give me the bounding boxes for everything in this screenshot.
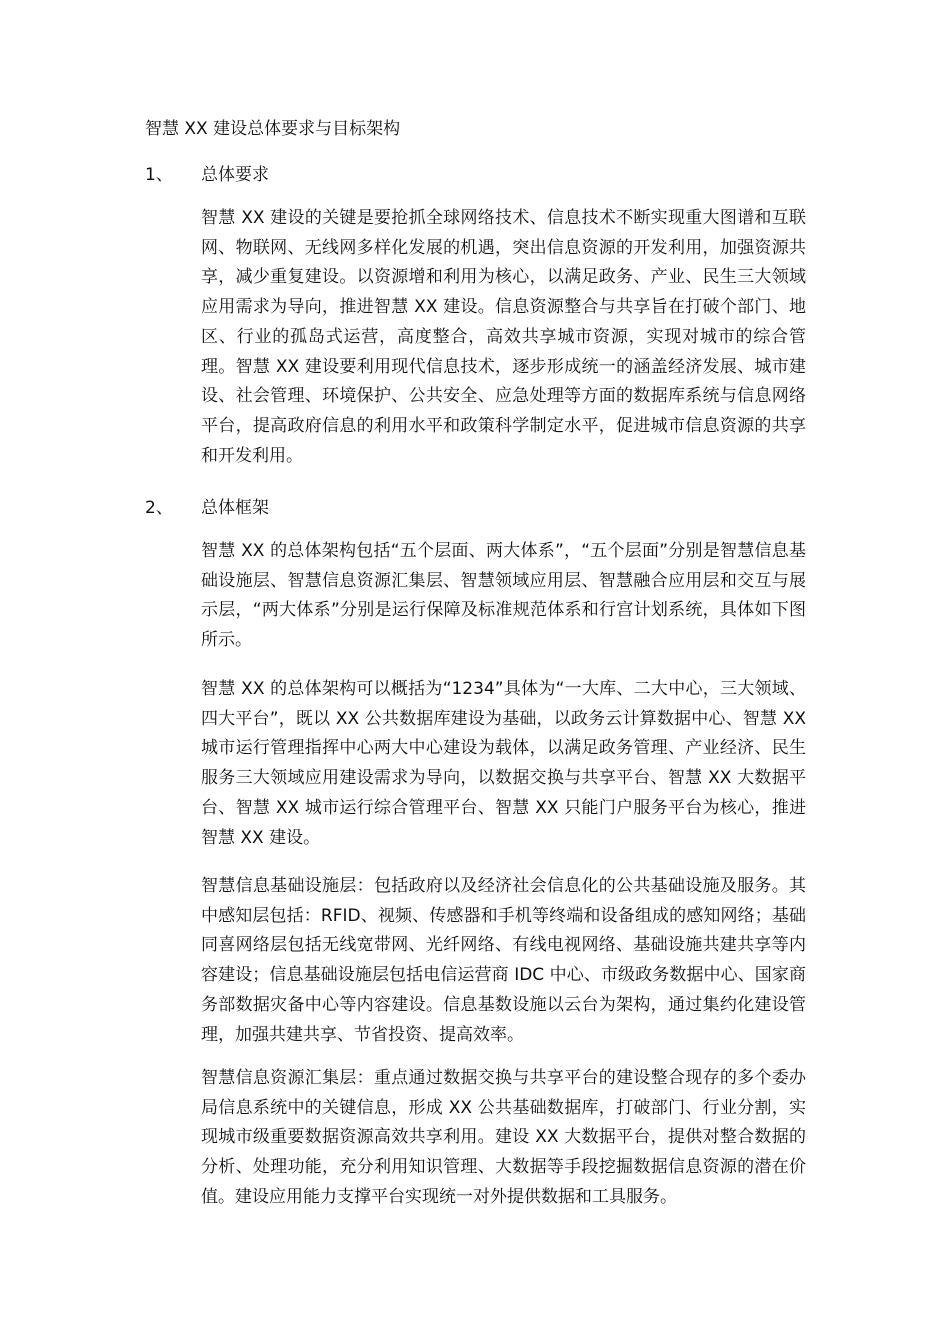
section-number: 2、 [145, 498, 173, 518]
section-heading-overall-framework [145, 494, 269, 522]
paragraph-overall-requirements: 智慧 XX 建设的关键是要抢抓全球网络技术、信息技术不断实现重大图谱和互联网、物联网、无线网多样化发展的机遇，突出信息资源的开发利用，加强资源共享，减少重复建设。以资源增和利用为核心，以满足政务、产业、民生三大领域应用需求为导向，推进智慧 XX 建设。信息资源整合与共享旨在打破个部门、地区、行业的孤岛式运营，高度整合，高效共享城市资源，实现对城市的综合管理。智慧 XX 建设要利用现代信息技术，逐步形成统一的涵盖经济发展、城市建设、社会管理、环境保护、公共安全、应急处理等方面的数据库系统与信息网络平台，提高政府信息的利用水平和政策科学制定水平，促进城市信息资源的共享和开发利用。 [201, 208, 806, 466]
paragraph-framework-1234: 智慧 XX 的总体架构可以概括为“1234”具体为“一大库、二大中心，三大领域、四大平台”，既以 XX 公共数据库建设为基础，以政务云计算数据中心、智慧 XX 城市运行管理指挥中心两大中心建设为载体，以满足政务管理、产业经济、民生服务三大领域应用建设需求为导向，以数据交换与共享平台、智慧 XX 大数据平台、智慧 XX 城市运行综合管理平台、智慧 XX 只能门户服务平台为核心，推进智慧 XX 建设。 [201, 679, 806, 848]
section-title: 总体要求 [201, 165, 269, 185]
section-heading-overall-requirements [145, 161, 269, 189]
paragraph-infrastructure-layer: 智慧信息基础设施层：包括政府以及经济社会信息化的公共基础设施及服务。其中感知层包括：RFID、视频、传感器和手机等终端和设备组成的感知网络；基础同喜网络层包括无线宽带网、光纤网络、有线电视网络、基础设施共建共享等内容建设；信息基础设施层包括电信运营商 IDC 中心、市级政务数据中心、国家商务部数据灾备中心等内容建设。信息基数设施以云台为架构，通过集约化建设管理，加强共建共享、节省投资、提高效率。 [201, 876, 806, 1045]
paragraph-framework-overview: 智慧 XX 的总体架构包括“五个层面、两大体系”，“五个层面”分别是智慧信息基础设施层、智慧信息资源汇集层、智慧领域应用层、智慧融合应用层和交互与展示层，“两大体系”分别是运行保障及标准规范体系和行宫计划系统，具体如下图所示。 [201, 541, 806, 651]
section-title: 总体框架 [201, 498, 269, 518]
section-number: 1、 [145, 165, 173, 185]
document-title: 智慧 XX 建设总体要求与目标架构 [145, 119, 401, 139]
paragraph-resource-layer: 智慧信息资源汇集层：重点通过数据交换与共享平台的建设整合现存的多个委办局信息系统中的关键信息，形成 XX 公共基础数据库，打破部门、行业分割，实现城市级重要数据资源高效共享利用。建设 XX 大数据平台，提供对整合数据的分析、处理功能，充分利用知识管理、大数据等手段挖掘数据信息资源的潜在价值。建设应用能力支撑平台实现统一对外提供数据和工具服务。 [201, 1068, 806, 1207]
